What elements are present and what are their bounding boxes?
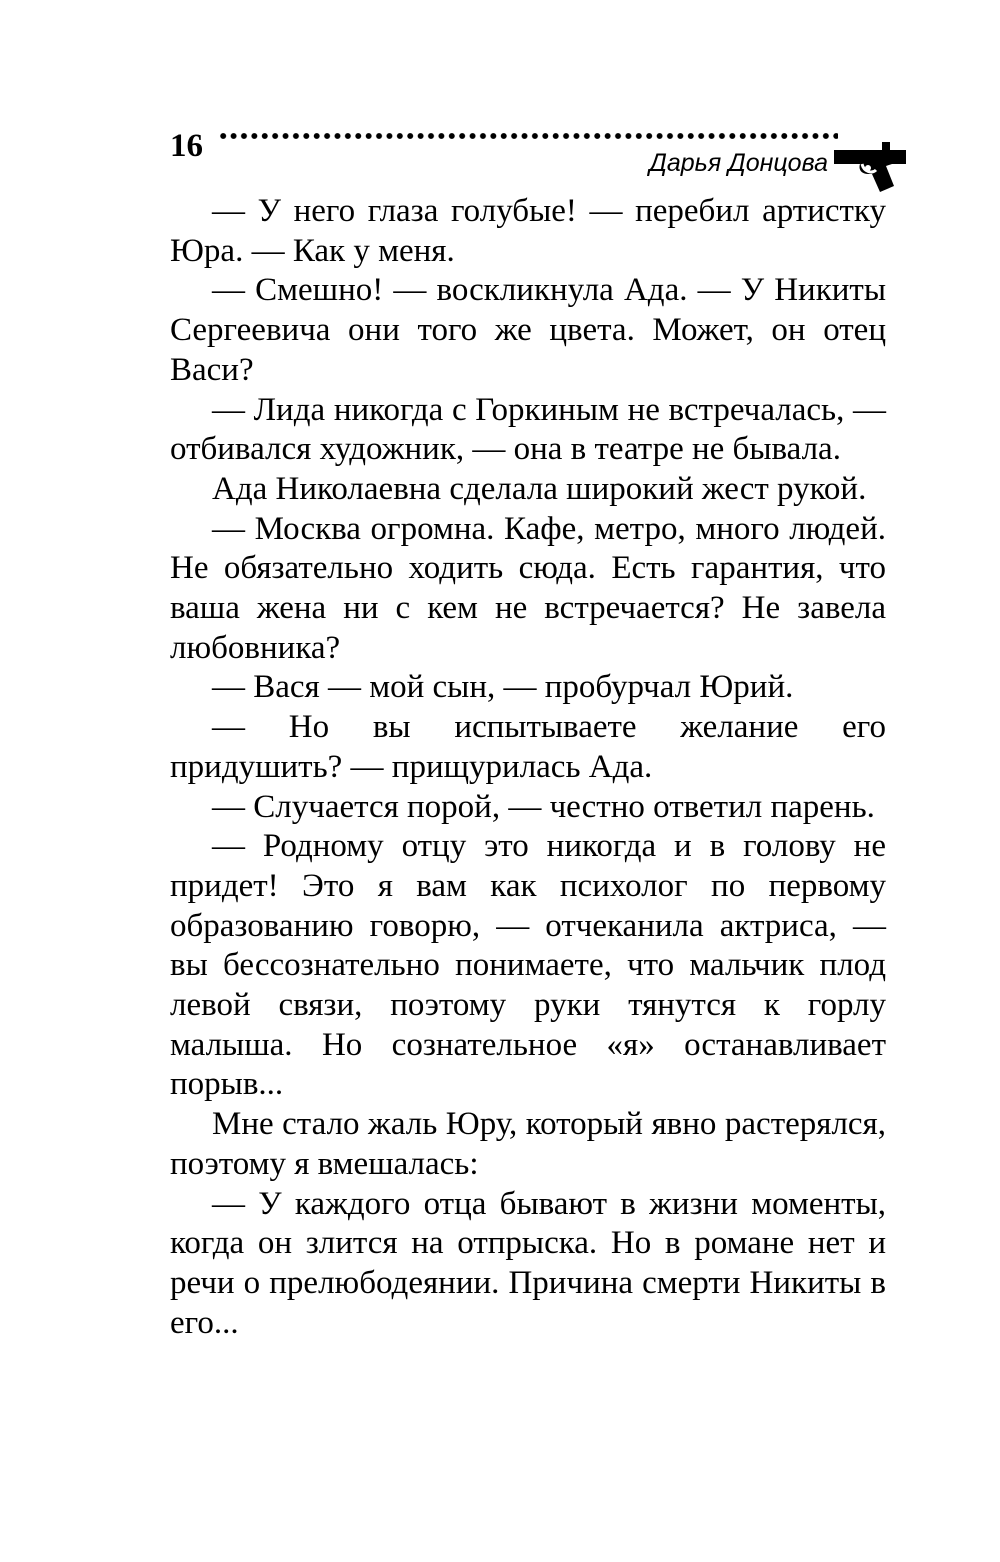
page-number: 16 [170,128,203,164]
pistol-icon [832,128,910,192]
paragraph: — У каждого отца бывают в жизни моменты, когда он злится на отпрыска. Но в романе нет и речи о прелюбодеянии. Причина смерти Никиты в его... [170,1185,886,1341]
paragraph: Ада Николаевна сделала широкий жест рукой. [212,470,867,507]
paragraph: — У него глаза голубые! — перебил артистку Юра. — Как у меня. [170,193,886,269]
paragraph: Мне стало жаль Юру, который явно растерялся, поэтому я вмешалась: [170,1106,886,1182]
dot-leader [218,132,838,140]
paragraph: — Родному отцу это никогда и в голову не придет! Это я вам как психолог по первому образованию говорю, — отчеканила актриса, — вы бессознательно понимаете, что мальчик плод левой связи, поэтому руки тянутся к горлу малыша. Но сознательное «я» останавливает порыв... [170,828,886,1103]
paragraph: — Но вы испытываете желание его придушить? — прищурилась Ада. [170,709,886,785]
paragraph: — Москва огромна. Кафе, метро, много людей. Не обязательно ходить сюда. Есть гарантия, что ваша жена ни с кем не встречается? Не завела любовника? [170,510,886,666]
running-head-author: Дарья Донцова [649,149,828,177]
running-header [170,118,910,198]
paragraph: — Лида никогда с Горкиным не встречалась, — отбивался художник, — она в театре не бывала. [170,391,886,468]
text-body [170,192,886,1343]
paragraph: — Случается порой, — честно ответил парень. [212,788,875,825]
paragraph: — Смешно! — воскликнула Ада. — У Никиты Сергеевича они того же цвета. Может, он отец Васи? [170,272,886,388]
paragraph: — Вася — мой сын, — пробурчал Юрий. [212,669,794,706]
